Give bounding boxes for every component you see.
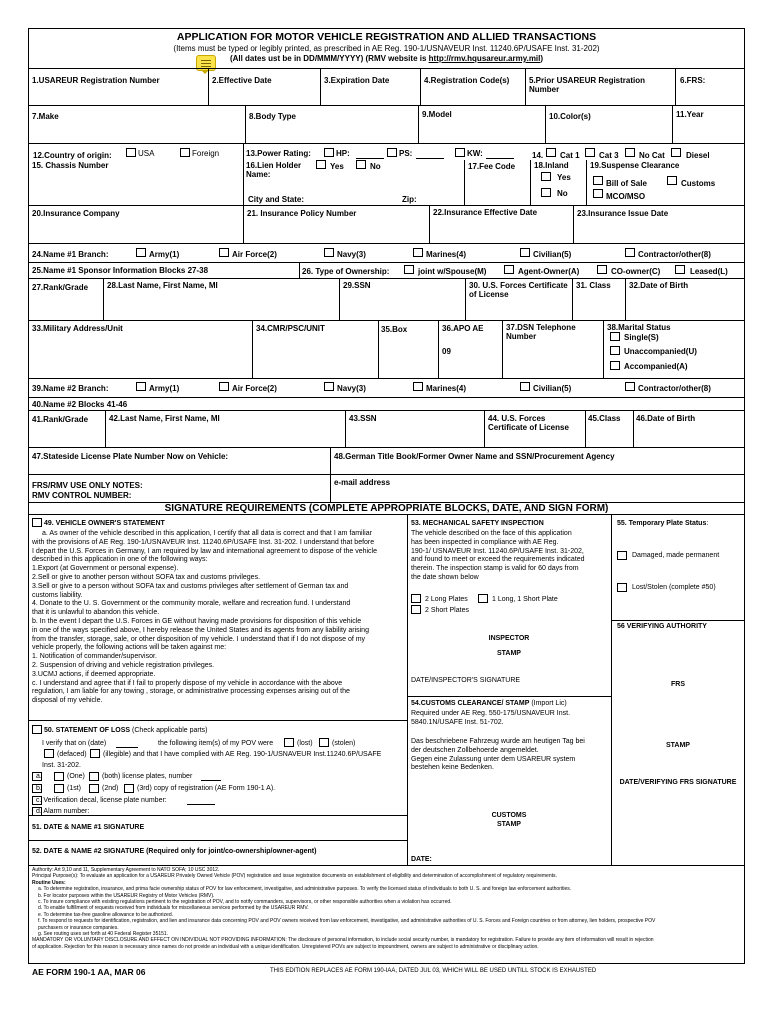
name1-army-checkbox[interactable] (136, 248, 146, 257)
kw-label: KW: (467, 149, 483, 158)
customs-stamp-label: STAMP (497, 821, 521, 828)
accompanied-label: Accompanied(A) (624, 362, 688, 371)
lost-checkbox[interactable] (284, 738, 294, 747)
two-short-plates-checkbox[interactable] (411, 605, 421, 614)
defaced-label: (defaced) (57, 751, 87, 758)
owner-statement-line: vehicle properly, the following actions will be taken against me: (32, 644, 227, 652)
foreign-label: Foreign (192, 149, 220, 158)
inland-yes-checkbox[interactable] (541, 172, 551, 181)
loss-items-text: the following item(s) of my POV were (158, 740, 274, 747)
form-title: APPLICATION FOR MOTOR VEHICLE REGISTRATION AND ALLIED TRANSACTIONS (176, 31, 597, 43)
safety-inspection-line: has been inspected in compliance with AE Reg. (411, 538, 559, 546)
marital-status-label: 38.Marital Status (607, 323, 671, 332)
customs-clearance-body (411, 710, 570, 728)
unaccompanied-label: Unaccompanied(U) (624, 347, 697, 356)
frs-signature-label: DATE/VERIFYING FRS SIGNATURE (619, 779, 737, 786)
usareur-registration-number-label: 1.USAREUR Registration Number (32, 76, 160, 85)
privacy-line: Routine Uses: (32, 879, 66, 886)
customs-clearance-line: Required under AE Reg. 550-175/USNAVEUR Inst. (411, 710, 571, 717)
defaced-checkbox[interactable] (44, 749, 54, 758)
german-customs-text (411, 738, 585, 773)
name2-marines-label: Marines(4) (426, 384, 467, 393)
frs-stamp-label: STAMP (666, 742, 690, 749)
single-label: Single(S) (624, 333, 659, 342)
registration-b-label: b. (36, 785, 42, 792)
name2-army-label: Army(1) (149, 384, 180, 393)
name1-navy-label: Navy(3) (337, 250, 366, 259)
statement-of-loss-note: (Check applicable parts) (130, 727, 208, 734)
owner-statement-checkbox[interactable] (32, 518, 42, 527)
lost-label: (lost) (297, 740, 313, 747)
expiration-date-label: 3.Expiration Date (324, 76, 390, 85)
registration-codes-label: 4.Registration Code(s) (424, 76, 510, 85)
owner-statement-line: 2.Sell or give to another person without SOFA tax and customs privileges. (32, 573, 261, 581)
email-label: e-mail address (334, 478, 391, 487)
usa-checkbox[interactable] (126, 148, 136, 157)
make-label: 7.Make (32, 112, 59, 121)
owner-statement-title: 49. VEHICLE OWNER'S STATEMENT (44, 520, 165, 527)
privacy-line: Authority: Art 9,10 and 11, Supplementary Agreement to NATO SOFA; 10 USC 3012. (32, 867, 220, 873)
diesel-checkbox[interactable] (671, 148, 681, 157)
name1-airforce-checkbox[interactable] (219, 248, 229, 257)
customs-label: Customs (681, 179, 716, 188)
date-format-note-end: ) (540, 54, 544, 63)
damaged-label: Damaged, made permanent (632, 552, 720, 559)
german-customs-line: Das beschriebene Fahrzeug wurde am heutigen Tag bei (411, 738, 585, 745)
decal-label: c. Verification decal, license plate number: (36, 797, 167, 804)
german-customs-line: Gegen eine Zulassung unter dem USAREUR system (411, 755, 576, 763)
insurance-policy-label: 21. Insurance Policy Number (247, 209, 357, 218)
agent-owner-checkbox[interactable] (504, 265, 514, 274)
insurance-company-label: 20.Insurance Company (32, 209, 120, 218)
statement-of-loss-title (44, 727, 208, 734)
lost-stolen-label: Lost/Stolen (complete #50) (632, 584, 716, 591)
temporary-plate-colon: : (706, 520, 709, 527)
name1-civilian-label: Civilian(5) (533, 250, 572, 259)
agent-owner-label: Agent-Owner(A) (518, 267, 580, 276)
name1-marines-checkbox[interactable] (413, 248, 423, 257)
privacy-line: purchasers or insurance companies. (38, 924, 119, 931)
verifying-authority-label: 56 VERIFYING AUTHORITY (617, 623, 707, 630)
model-label: 9.Model (422, 110, 452, 119)
name2-rank-label: 41.Rank/Grade (32, 415, 89, 424)
cat1-label: Cat 1 (560, 151, 580, 160)
unaccompanied-checkbox[interactable] (610, 346, 620, 355)
stateside-plate-label: 47.Stateside License Plate Number Now on Vehicle: (32, 452, 229, 461)
name1-contractor-checkbox[interactable] (625, 248, 635, 257)
mco-label: MCO/MSO (606, 192, 646, 201)
lien-no-label: No (370, 162, 381, 171)
safety-inspection-title: 53. MECHANICAL SAFETY INSPECTION (411, 520, 544, 527)
name1-marines-label: Marines(4) (426, 250, 467, 259)
foreign-checkbox[interactable] (180, 148, 190, 157)
both-plates-checkbox[interactable] (89, 772, 99, 781)
name2-marines-checkbox[interactable] (413, 382, 423, 391)
hp-checkbox[interactable] (324, 148, 334, 157)
owner-statement-line: 4. Donate to the U. S. Government or the community morale, welfare and recreation fund. I understand (32, 600, 351, 608)
joint-spouse-label: joint w/Spouse(M) (418, 267, 487, 276)
privacy-line: d. To enable fulfillment of requests received from individuals for miscellaneous services performed by the USAREUR RMV. (38, 905, 309, 912)
lost-stolen-checkbox[interactable] (617, 583, 627, 592)
year-label: 11.Year (676, 110, 704, 119)
co-owner-checkbox[interactable] (597, 265, 607, 274)
rmv-control-label: RMV CONTROL NUMBER: (32, 491, 132, 500)
privacy-line: c. To insure compliance with existing regulations pertinent to the registration of POV, and to notify commanders, supervisors, or other responsible authorities when a violation has occurred. (38, 899, 452, 906)
form-instructions: (Items must be typed or legibly printed, as prescribed in AE Reg. 190-1/USNAVEUR Inst. 11240.6P/USAFE Inst. 31-202) (173, 44, 600, 53)
owner-statement-line: b. In the event I depart the U.S. Forces in GE without having made provisions for disposition of this vehicle (32, 617, 362, 625)
owner-statement-line: 1. Notification of commander/supervisor. (32, 653, 157, 661)
illegible-checkbox[interactable] (90, 749, 100, 758)
usa-label: USA (138, 149, 155, 158)
inland-label: 18.Inland (534, 161, 569, 170)
statement-of-loss-heading: 50. STATEMENT OF LOSS (44, 727, 131, 734)
name2-class-label: 45.Class (588, 414, 621, 423)
decal-number-input[interactable] (187, 797, 215, 805)
name2-last-name-label: 42.Last Name, First Name, MI (109, 414, 220, 423)
rank-grade-label: 27.Rank/Grade (32, 283, 89, 292)
name1-signature-label: 51. DATE & NAME #1 SIGNATURE (32, 824, 145, 831)
owner-statement-line: customs liability. (32, 591, 83, 599)
inland-no-checkbox[interactable] (541, 188, 551, 197)
owner-statement-line: with the provisions of AE Reg. 190-1/USNAVEUR Inst. 11240.6P/USAFE Inst. 31-202. I understand that before (32, 538, 375, 546)
name1-branch-label: 24.Name #1 Branch: (32, 250, 109, 259)
effective-date-label: 2.Effective Date (212, 76, 272, 85)
stolen-checkbox[interactable] (319, 738, 329, 747)
name2-blocks-label: 40.Name #2 Blocks 41-46 (32, 400, 128, 409)
name2-contractor-checkbox[interactable] (625, 382, 635, 391)
name2-branch-label: 39.Name #2 Branch: (32, 384, 109, 393)
customs-checkbox[interactable] (667, 176, 677, 185)
safety-inspection-line: and found to meet or exceed the requirements indicated (411, 556, 585, 564)
frs-notes-label: FRS/RMV USE ONLY NOTES: (32, 481, 143, 490)
co-owner-label: CO-owner(C) (611, 267, 661, 276)
zip-label: Zip: (402, 195, 417, 204)
loss-reg-text: Inst. 31-202. (42, 762, 81, 769)
one-plate-checkbox[interactable] (54, 772, 64, 781)
body-type-label: 8.Body Type (249, 112, 296, 121)
kw-input[interactable] (486, 149, 514, 159)
safety-inspection-line: therein. The inspection stamp is valid for 60 days from (411, 565, 579, 573)
privacy-line: g. See routing uses set forth at 40 Federal Register 35151. (38, 931, 169, 938)
owner-statement-line: c. I understand and agree that if I fail to properly dispose of my vehicle in accordance with the above (32, 679, 343, 687)
inland-no-label: No (557, 189, 568, 198)
owner-statement-line: I depart the U.S. Forces in Germany, I am required by law and international agreement to dispose of the vehicle (32, 547, 377, 555)
name2-contractor-label: Contractor/other(8) (638, 384, 711, 393)
rmv-website-link[interactable]: http://rmv.hqusareur.army.mil (428, 54, 541, 63)
name2-ssn-label: 43.SSN (349, 414, 377, 423)
plates-a-label: a. (36, 773, 42, 780)
owner-statement-line: regulation, I am liable for any towing , storage, or administrative processing expenses arising out of the (32, 688, 350, 696)
accompanied-checkbox[interactable] (610, 361, 620, 370)
privacy-line: e. To determine tax-free gasoline allowance to be authorized. (38, 911, 173, 918)
insurance-issue-label: 23.Insurance Issue Date (577, 209, 669, 218)
name1-navy-checkbox[interactable] (324, 248, 334, 257)
third-copy-label: (3rd) copy of registration (AE Form 190-1 A). (137, 785, 276, 792)
customs-clearance-note: (Import Lic) (529, 700, 567, 707)
owner-statement-body (32, 530, 406, 706)
cat3-label: Cat 3 (599, 151, 619, 160)
temporary-plate-heading: 55. Temporary Plate Status (617, 520, 707, 527)
dsn-telephone-label: 37.DSN Telephone Number (506, 323, 576, 341)
safety-inspection-line: The vehicle described on the face of this application (411, 530, 572, 537)
customs-stamp-title: CUSTOMS (491, 812, 527, 819)
name1-airforce-label: Air Force(2) (232, 250, 277, 259)
box-label: 35.Box (381, 325, 408, 334)
fee-code-label: 17.Fee Code (468, 162, 516, 171)
inland-yes-label: Yes (557, 173, 571, 182)
cat3-checkbox[interactable] (585, 148, 595, 157)
edition-notice: THIS EDITION REPLACES AE FORM 190-IAA, DATED JUL 03, WHICH WILL BE USED UNTILL STOCK IS EXHAUSTED (270, 968, 597, 974)
form-number: AE FORM 190-1 AA, MAR 06 (32, 967, 146, 977)
signature-requirements-heading: SIGNATURE REQUIREMENTS (COMPLETE APPROPRIATE BLOCKS, DATE, AND SIGN FORM) (164, 503, 609, 514)
kw-checkbox[interactable] (455, 148, 465, 157)
one-plate-label: (One) (67, 773, 85, 780)
owner-statement-line: disposal of my vehicle. (32, 697, 103, 705)
owner-statement-line: described in this application in one of the following ways: (32, 556, 208, 564)
ssn-label: 29.SSN (343, 281, 371, 290)
bill-of-sale-label: Bill of Sale (606, 179, 647, 188)
plate-number-input[interactable] (201, 773, 221, 781)
german-customs-line: der deutschen Zollbehoerde angemeldet. (411, 746, 539, 754)
lien-yes-label: Yes (330, 162, 344, 171)
ps-label: PS: (399, 149, 413, 158)
name2-army-checkbox[interactable] (136, 382, 146, 391)
owner-statement-line: in one of the ways specified above, I hereby release the United States and its agents from any liability arising (32, 626, 369, 634)
loss-date-text: I verify that on (date) (42, 740, 107, 747)
catalyst-label: 14. (532, 151, 544, 160)
two-long-plates-checkbox[interactable] (411, 594, 421, 603)
owner-statement-line: from the transfer, storage, sale, or other disposition of my vehicle. I understand that if I do not dispose of my (32, 635, 366, 643)
damaged-checkbox[interactable] (617, 551, 627, 560)
colors-label: 10.Color(s) (549, 112, 591, 121)
one-long-one-short-label: 1 Long, 1 Short Plate (492, 596, 558, 603)
inspector-stamp-label: STAMP (497, 650, 521, 657)
temporary-plate-title (617, 520, 708, 527)
power-rating-label: 13.Power Rating: (246, 149, 311, 158)
name2-signature-label: 52. DATE & NAME #2 SIGNATURE (Required only for joint/co-ownership/owner-agent) (32, 848, 317, 855)
forces-license-label: 30. U.S. Forces Certificate of License (469, 281, 568, 299)
date-format-note: (All dates ust be in DD/MMM/YYYY) (RMV website is (229, 54, 429, 63)
inspector-label: INSPECTOR (488, 635, 530, 642)
diesel-label: Diesel (686, 151, 710, 160)
chassis-number-label: 15. Chassis Number (32, 161, 109, 170)
privacy-line: f. To respond to requests for identification, registration, and lien and insurance data concerning POV and POV owners received from law enforcement, investigative, and administrative authorities of U. S. Forces and Foreign countries or from attorney, lien holders, prospective POV (38, 918, 656, 925)
bill-of-sale-checkbox[interactable] (593, 176, 603, 185)
customs-clearance-title (411, 700, 567, 707)
second-copy-checkbox[interactable] (89, 784, 99, 793)
customs-date-label: DATE: (411, 856, 432, 863)
leased-checkbox[interactable] (675, 265, 685, 274)
statement-of-loss-checkbox[interactable] (32, 725, 42, 734)
customs-clearance-line: 5840.1N/USAFE Inst. 51-702. (411, 718, 504, 726)
privacy-line: Principal Purpose(s): To evaluate an application for a USAREUR Privately Owned Vehicle (POV) registration and issue registration documents on establishment of eligibility and determination of accomplishment of regulatory requirements. (32, 873, 557, 880)
name2-airforce-checkbox[interactable] (219, 382, 229, 391)
customs-clearance-heading: 54.CUSTOMS CLEARANCE/ STAMP (411, 700, 530, 707)
single-checkbox[interactable] (610, 332, 620, 341)
one-long-one-short-checkbox[interactable] (478, 594, 488, 603)
owner-statement-line: 2. Suspension of driving and vehicle registration privileges. (32, 661, 215, 669)
military-address-label: 33.Military Address/Unit (32, 324, 123, 333)
name1-army-label: Army(1) (149, 250, 180, 259)
privacy-line: b. For locator purposes within the USAREUR Registry of Motor Vehicles (RMV). (38, 892, 215, 899)
name2-dob-label: 46.Date of Birth (636, 414, 696, 423)
both-plates-label: (both) license plates, number (102, 773, 193, 780)
first-copy-label: (1st) (67, 785, 81, 792)
date-instructions (28, 54, 745, 63)
sponsor-info-label: 25.Name #1 Sponsor Information Blocks 27-38 (32, 266, 209, 275)
owner-statement-line: 3.Sell or give to a person without SOFA tax and customs privileges after settlement of German tax and (32, 582, 349, 590)
safety-inspection-line: the date shown below (411, 573, 479, 581)
lien-holder-label: 16.Lien Holder Name: (246, 161, 302, 179)
second-copy-label: (2nd) (102, 785, 119, 792)
inspector-signature-label: DATE/INSPECTOR'S SIGNATURE (411, 677, 521, 684)
nocat-checkbox[interactable] (625, 148, 635, 157)
name2-civilian-label: Civilian(5) (533, 384, 572, 393)
name2-navy-checkbox[interactable] (324, 382, 334, 391)
owner-statement-line: a. As owner of the vehicle described in this application, I certify that all data is correct and that I am familiar (42, 530, 372, 537)
two-short-plates-label: 2 Short Plates (425, 607, 469, 614)
class-label: 31. Class (576, 281, 611, 290)
privacy-line: MANDATORY OR VOLUNTARY DISCLOSURE AND EFFECT ON INDIVIDUAL NOT PROVIDING INFORMATION: The disclosure of personal information, to include social security number, is mandatory for registration. Failure to provide any item of information will result in rejection (32, 937, 654, 944)
apo-ae-label: 36.APO AE (442, 324, 484, 333)
loss-date-input[interactable] (116, 740, 138, 748)
name2-civilian-checkbox[interactable] (520, 382, 530, 391)
name2-airforce-label: Air Force(2) (232, 384, 277, 393)
owner-statement-line: 1.Export (at Government or personal expense). (32, 565, 179, 573)
name2-navy-label: Navy(3) (337, 384, 366, 393)
date-of-birth-label: 32.Date of Birth (629, 281, 689, 290)
joint-spouse-checkbox[interactable] (404, 265, 414, 274)
leased-label: Leased(L) (690, 267, 728, 276)
mco-checkbox[interactable] (593, 189, 603, 198)
lien-yes-checkbox[interactable] (316, 160, 326, 169)
frs-label: 6.FRS: (680, 76, 706, 85)
apo-09-value: 09 (442, 347, 451, 356)
name1-civilian-checkbox[interactable] (520, 248, 530, 257)
last-name-label: 28.Last Name, First Name, MI (107, 281, 218, 290)
cmr-psc-label: 34.CMR/PSC/UNIT (256, 324, 325, 333)
third-copy-checkbox[interactable] (124, 784, 134, 793)
privacy-line: a. To determine registration, insurance, and prima facie ownership status of POV for law enforcement, investigative, and administrative purposes. To verify the licensed status of individuals to both U. S. and foreign law enforcement authorities. (38, 886, 572, 893)
privacy-act-statement (32, 867, 744, 950)
german-title-label: 48.German Title Book/Former Owner Name and SSN/Procurement Agency (334, 452, 615, 461)
nocat-label: No Cat (639, 151, 665, 160)
ps-input[interactable] (416, 149, 444, 159)
safety-inspection-line: 190-1/ USNAVEUR Inst. 11240.6P/USAFE Inst. 31-202, (411, 547, 584, 555)
name2-forces-license-label: 44. U.S. Forces Certificate of License (488, 414, 569, 432)
name1-contractor-label: Contractor/other(8) (638, 250, 711, 259)
alarm-label: d. Alarm number: (36, 808, 90, 815)
hp-label: HP: (336, 149, 350, 158)
city-state-label: City and State: (248, 195, 305, 204)
owner-statement-line: that it is unlawful to abandon this vehicle. (32, 609, 160, 617)
owner-statement-line: 3.UCMJ actions, if deemed appropriate. (32, 670, 156, 678)
insurance-effective-label: 22.Insurance Effective Date (433, 208, 538, 217)
german-customs-line: bestehen keine Bedenken. (411, 764, 494, 772)
first-copy-checkbox[interactable] (54, 784, 64, 793)
two-long-plates-label: 2 Long Plates (425, 596, 468, 603)
cat1-checkbox[interactable] (546, 148, 556, 157)
ownership-type-label: 26. Type of Ownership: (302, 267, 390, 276)
ps-checkbox[interactable] (387, 148, 397, 157)
hp-input[interactable] (356, 149, 384, 159)
suspense-clearance-label: 19.Suspense Clearance (590, 161, 680, 170)
safety-inspection-body (411, 530, 609, 583)
illegible-label: (illegible) and that I have complied with AE Reg. 190-1/USNAVEUR Inst.11240.6P/USAFE (103, 751, 382, 758)
frs-authority-label: FRS (671, 681, 685, 688)
stolen-label: (stolen) (332, 740, 356, 747)
country-of-origin-label: 12.Country of origin: (33, 151, 112, 160)
privacy-line: of application. Rejection for this reason is necessary since names do not provide an individual with a unique identification. Unregistered POVs are subject to impoundment, owners are subject to administrative or disciplinary action. (32, 943, 539, 950)
lien-no-checkbox[interactable] (356, 160, 366, 169)
prior-registration-label: 5.Prior USAREUR Registration Number (529, 76, 646, 94)
